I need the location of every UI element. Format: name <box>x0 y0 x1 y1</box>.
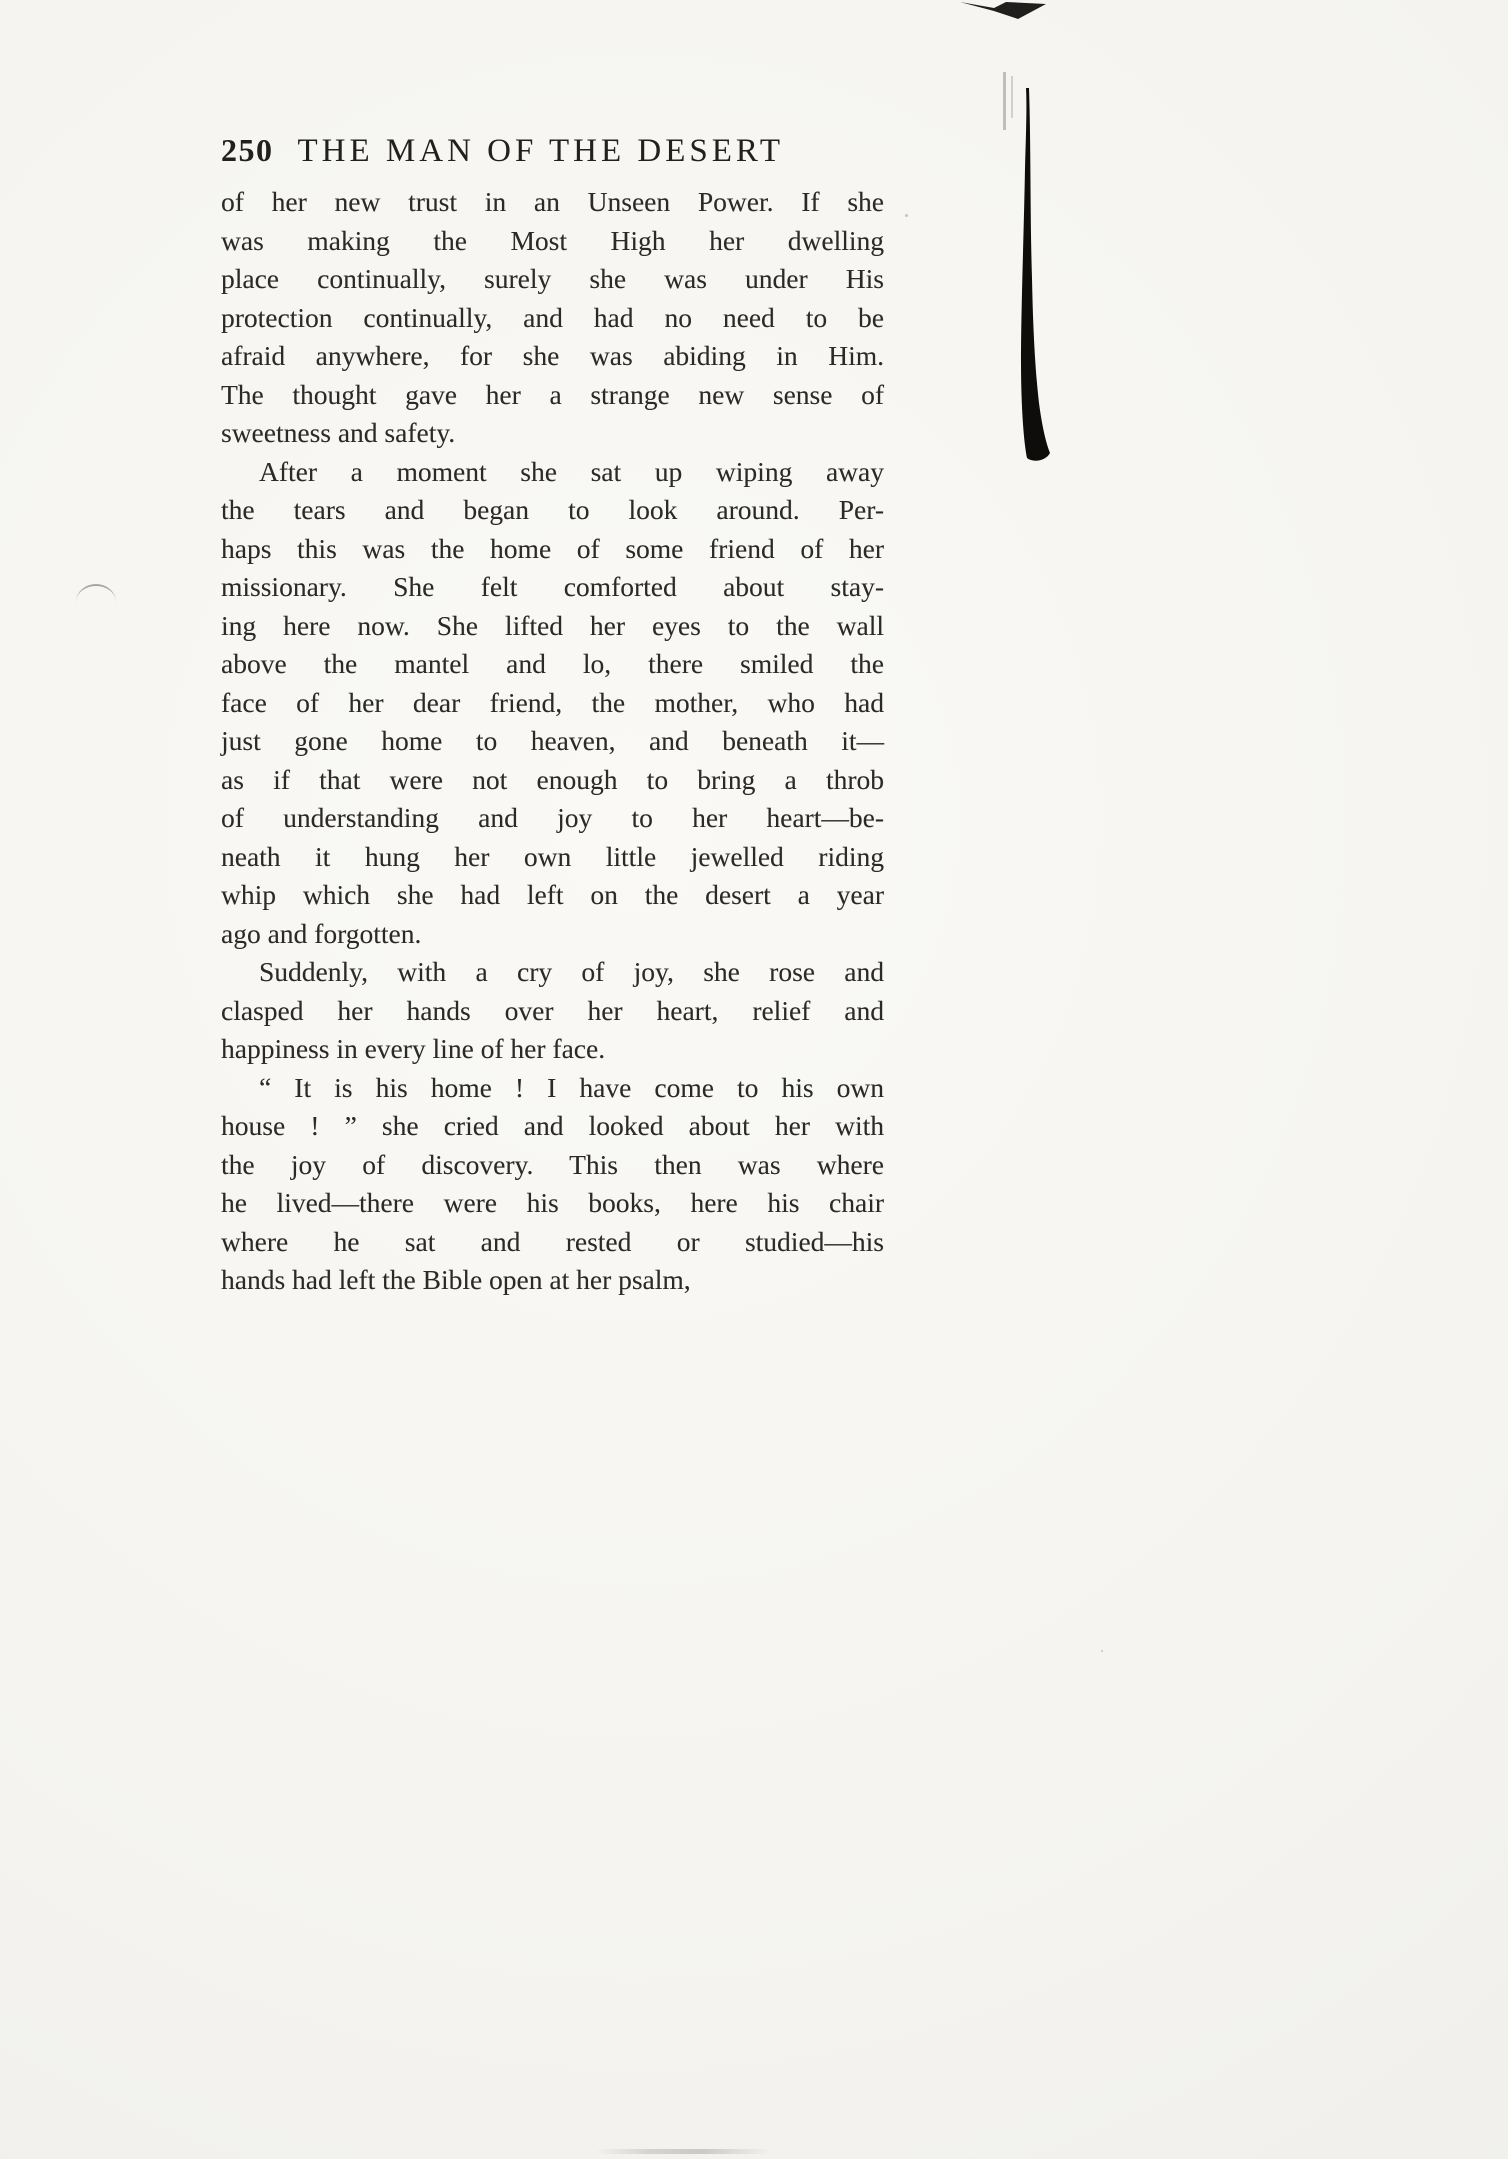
page-number: 250 <box>221 132 274 168</box>
paragraph <box>221 453 884 954</box>
scan-speck <box>905 214 908 217</box>
text-line: above the mantel and lo, there smiled the <box>221 648 884 679</box>
text-line: he lived—there were his books, here his chair <box>221 1187 884 1218</box>
text-line: missionary. She felt comforted about stay- <box>221 571 884 602</box>
text-line: whip which she had left on the desert a year <box>221 879 884 910</box>
text-line: the tears and began to look around. Per- <box>221 494 884 525</box>
text-line: sweetness and safety. <box>221 417 456 448</box>
text-line: where he sat and rested or studied—his <box>221 1225 884 1257</box>
paragraph <box>221 953 884 1069</box>
text-line: as if that were not enough to bring a throb <box>221 763 884 795</box>
text-line: “ It is his home ! I have come to his own <box>259 1071 884 1103</box>
bottom-smudge <box>596 2149 771 2154</box>
text-line: place continually, surely she was under His <box>221 263 884 294</box>
text-line: house ! ” she cried and looked about her with <box>221 1110 884 1141</box>
running-title: THE MAN OF THE DESERT <box>297 133 785 169</box>
text-line: hands had left the Bible open at her psalm, <box>221 1264 691 1295</box>
text-line: afraid anywhere, for she was abiding in Him. <box>221 340 884 371</box>
text-line: ing here now. She lifted her eyes to the wall <box>221 609 884 641</box>
text-line: protection continually, and had no need to be <box>221 301 884 333</box>
pencil-curve-mark <box>76 584 116 602</box>
text-line: The thought gave her a strange new sense of <box>221 378 884 410</box>
text-line: Suddenly, with a cry of joy, she rose and <box>259 956 884 987</box>
text-line: of her new trust in an Unseen Power. If she <box>221 186 884 217</box>
text-line: ago and forgotten. <box>221 917 422 949</box>
paragraph <box>221 1069 884 1300</box>
text-line: clasped her hands over her heart, relief and <box>221 994 884 1026</box>
text-line: just gone home to heaven, and beneath it— <box>221 725 884 756</box>
text-line: haps this was the home of some friend of her <box>221 532 884 564</box>
text-line: face of her dear friend, the mother, who had <box>221 686 884 718</box>
ink-streak-right-margin-icon <box>985 58 1075 478</box>
text-line: of understanding and joy to her heart—be- <box>221 802 884 833</box>
page-header <box>221 132 884 170</box>
body-text <box>221 183 884 1300</box>
text-line: neath it hung her own little jewelled riding <box>221 840 884 872</box>
text-column <box>221 132 884 1300</box>
text-line: was making the Most High her dwelling <box>221 224 884 256</box>
text-line: After a moment she sat up wiping away <box>259 455 884 487</box>
text-line: the joy of discovery. This then was where <box>221 1148 884 1180</box>
scan-speck <box>1101 1650 1103 1652</box>
text-line: happiness in every line of her face. <box>221 1033 606 1064</box>
ink-mark-top-right-icon <box>958 0 1050 24</box>
paragraph <box>221 183 884 453</box>
